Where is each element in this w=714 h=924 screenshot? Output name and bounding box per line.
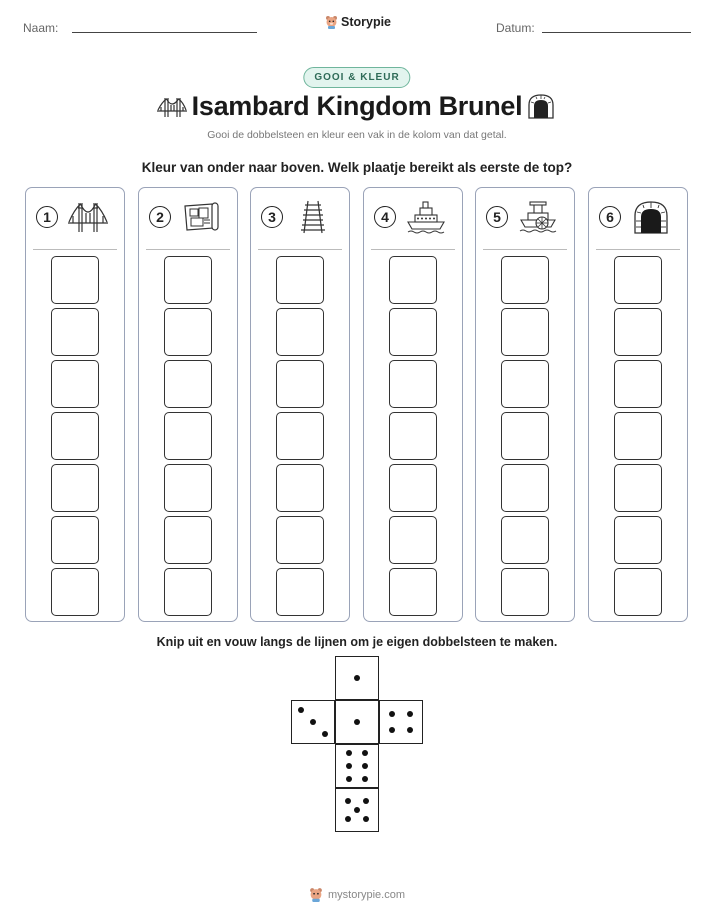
dice-pip [407, 727, 413, 733]
color-box[interactable] [276, 516, 324, 564]
color-box[interactable] [164, 568, 212, 616]
color-box[interactable] [501, 464, 549, 512]
color-box[interactable] [51, 464, 99, 512]
color-box[interactable] [276, 308, 324, 356]
dice-pip [362, 763, 368, 769]
column-divider [258, 249, 342, 250]
color-box[interactable] [276, 360, 324, 408]
column-6 [588, 187, 688, 622]
column-header [364, 188, 462, 250]
color-box[interactable] [164, 516, 212, 564]
column-divider [33, 249, 117, 250]
color-box[interactable] [389, 568, 437, 616]
dice-pip [362, 776, 368, 782]
color-box[interactable] [501, 412, 549, 460]
footer-bear-icon [309, 887, 323, 902]
color-box[interactable] [51, 516, 99, 564]
column-2 [138, 187, 238, 622]
column-number: 2 [149, 206, 171, 228]
color-box[interactable] [389, 516, 437, 564]
color-box[interactable] [614, 464, 662, 512]
color-box[interactable] [51, 308, 99, 356]
column-number: 5 [486, 206, 508, 228]
dice-pip [354, 675, 360, 681]
date-line [542, 32, 691, 33]
bear-icon [325, 15, 338, 29]
column-3 [250, 187, 350, 622]
name-line [72, 32, 257, 33]
railway-track-icon [293, 200, 333, 234]
column-5 [475, 187, 575, 622]
blueprint-icon [181, 200, 221, 234]
activity-badge: GOOI & KLEUR [303, 67, 410, 88]
color-box[interactable] [164, 464, 212, 512]
date-label: Datum: [496, 21, 535, 35]
column-divider [146, 249, 230, 250]
color-box[interactable] [164, 360, 212, 408]
color-box[interactable] [51, 412, 99, 460]
column-header [139, 188, 237, 250]
color-box[interactable] [164, 308, 212, 356]
color-box[interactable] [501, 568, 549, 616]
color-box[interactable] [501, 308, 549, 356]
dice-pip [346, 763, 352, 769]
color-box[interactable] [51, 256, 99, 304]
dice-pip [389, 711, 395, 717]
dice-face-5 [335, 788, 379, 832]
brand-name: Storypie [341, 15, 392, 29]
dice-pip [362, 750, 368, 756]
title-tunnel-icon [527, 93, 555, 119]
color-box[interactable] [389, 360, 437, 408]
column-1 [25, 187, 125, 622]
dice-pip [354, 719, 360, 725]
color-box[interactable] [614, 412, 662, 460]
dice-face-1 [335, 656, 379, 700]
column-number: 4 [374, 206, 396, 228]
page-title: Isambard Kingdom Brunel [191, 91, 523, 121]
footer-url: mystorypie.com [327, 888, 406, 901]
steamship-icon [406, 200, 446, 234]
color-box[interactable] [501, 360, 549, 408]
column-divider [596, 249, 680, 250]
dice-pip [363, 816, 369, 822]
color-box[interactable] [276, 464, 324, 512]
dice-pip [346, 776, 352, 782]
suspension-bridge-icon [68, 200, 108, 234]
color-box[interactable] [389, 464, 437, 512]
dice-face-3 [291, 700, 335, 744]
dice-pip [363, 798, 369, 804]
column-number: 3 [261, 206, 283, 228]
dice-pip [310, 719, 316, 725]
dice-pip [346, 750, 352, 756]
color-box[interactable] [501, 256, 549, 304]
dice-pip [298, 707, 304, 713]
color-box[interactable] [614, 516, 662, 564]
name-label: Naam: [23, 21, 59, 35]
color-box[interactable] [389, 256, 437, 304]
column-header [251, 188, 349, 250]
paddle-steamer-icon [518, 200, 558, 234]
color-box[interactable] [389, 412, 437, 460]
color-box[interactable] [51, 360, 99, 408]
color-box[interactable] [614, 308, 662, 356]
column-header [476, 188, 574, 250]
color-box[interactable] [614, 568, 662, 616]
tunnel-icon [631, 200, 671, 234]
color-box[interactable] [501, 516, 549, 564]
dice-pip [407, 711, 413, 717]
color-box[interactable] [614, 256, 662, 304]
color-box[interactable] [389, 308, 437, 356]
color-box[interactable] [614, 360, 662, 408]
column-header [26, 188, 124, 250]
brand-logo [325, 15, 391, 29]
dice-pip [322, 731, 328, 737]
color-box[interactable] [276, 256, 324, 304]
dice-face-4 [379, 700, 423, 744]
column-divider [483, 249, 567, 250]
dice-face-6 [335, 744, 379, 788]
column-4 [363, 187, 463, 622]
column-header [589, 188, 687, 250]
color-box[interactable] [164, 256, 212, 304]
color-box[interactable] [276, 568, 324, 616]
dice-pip [345, 816, 351, 822]
color-box[interactable] [276, 412, 324, 460]
color-box[interactable] [164, 412, 212, 460]
dice-pip [354, 807, 360, 813]
dice-pip [345, 798, 351, 804]
footer [0, 887, 714, 902]
dice-instruction: Knip uit en vouw langs de lijnen om je eigen dobbelsteen te maken. [156, 635, 558, 649]
column-divider [371, 249, 455, 250]
coloring-instruction: Kleur van onder naar boven. Welk plaatje bereikt als eerste de top? [141, 160, 573, 175]
page-subtitle: Gooi de dobbelsteen en kleur een vak in de kolom van dat getal. [207, 129, 507, 141]
color-box[interactable] [51, 568, 99, 616]
column-number: 1 [36, 206, 58, 228]
dice-face-1 [335, 700, 379, 744]
dice-pip [389, 727, 395, 733]
column-number: 6 [599, 206, 621, 228]
